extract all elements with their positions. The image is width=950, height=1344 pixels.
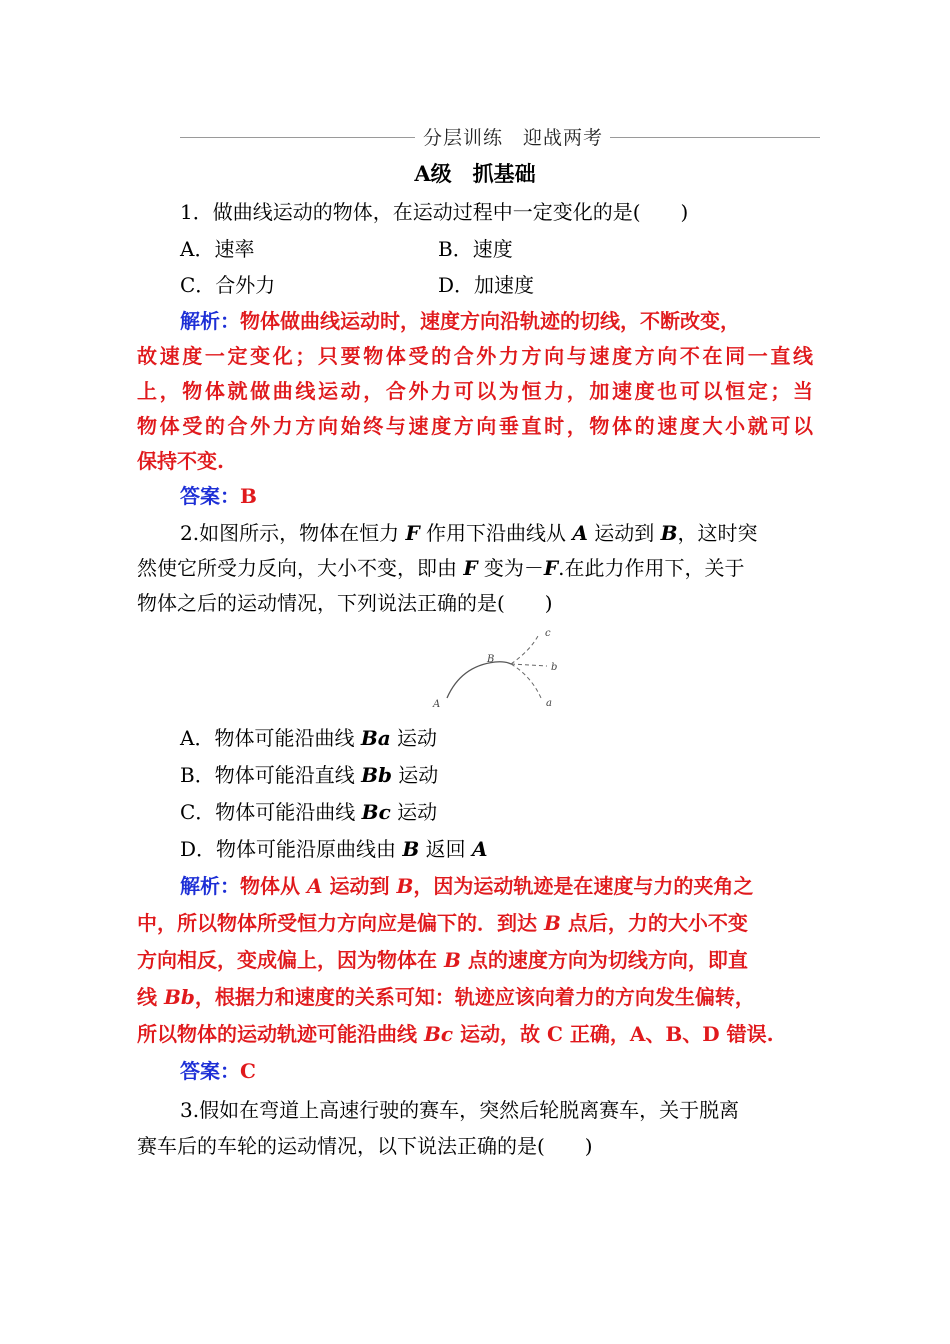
q1-analysis-line-1 — [180, 306, 740, 336]
figure-label-b: b — [551, 662, 558, 673]
option-text: 运动 — [391, 763, 439, 787]
q2-option-d — [180, 834, 488, 864]
q1-analysis-text-3: 上，物体就做曲线运动，合外力可以为恒力，加速度也可以恒定；当 — [137, 379, 813, 403]
analysis-text: 物体从 — [240, 874, 307, 898]
q2-analysis-line-2 — [137, 908, 748, 938]
header-rule-left — [180, 137, 415, 138]
q2-analysis-line-4 — [137, 982, 755, 1012]
analysis-var: Bc — [423, 1022, 454, 1046]
q2-option-a — [180, 723, 437, 753]
analysis-text: 线 — [137, 985, 164, 1009]
q1-analysis-text-4: 物体受的合外力方向始终与速度方向垂直时，物体的速度大小就可以 — [137, 414, 813, 438]
curve-ba — [511, 664, 541, 698]
q2-var-f: F — [463, 556, 478, 580]
section-title: 分层训练 迎战两考 — [422, 127, 603, 149]
section-header — [180, 124, 820, 152]
analysis-text: 中，所以物体所受恒力方向应是偏下的．到达 — [137, 911, 544, 935]
q1-analysis-label: 解析： — [180, 309, 240, 333]
option-var: B — [402, 837, 420, 861]
q1-answer-value: B — [240, 484, 257, 508]
option-var: Bc — [361, 800, 391, 824]
q2-trajectory-figure — [425, 622, 565, 714]
option-text: 运动 — [390, 726, 438, 750]
trajectory-curve-ab — [447, 662, 511, 698]
q2-analysis-line-1 — [180, 871, 753, 901]
option-var: A — [472, 837, 488, 861]
q2-analysis-line-5 — [137, 1019, 774, 1049]
q2-option-c — [180, 797, 437, 827]
q1-option-b: B．速度 — [438, 237, 513, 261]
q2-answer-label: 答案： — [180, 1059, 240, 1083]
analysis-text: 点后，力的大小不变 — [560, 911, 748, 935]
q1-option-c: C．合外力 — [180, 273, 276, 297]
analysis-text: 运动，故 C 正确，A、B、D 错误. — [453, 1022, 774, 1046]
q2-analysis-line-3 — [137, 945, 748, 975]
option-text: 运动 — [390, 800, 438, 824]
q1-analysis-text-5: 保持不变. — [137, 449, 224, 473]
option-text: B．物体可能沿直线 — [180, 763, 362, 787]
option-text: A．物体可能沿曲线 — [180, 726, 361, 750]
q2-stem-line-3: 物体之后的运动情况，下列说法正确的是( ) — [137, 591, 553, 615]
q1-answer-label: 答案： — [180, 484, 240, 508]
q3-stem-line-1: 3.假如在弯道上高速行驶的赛车，突然后轮脱离赛车，关于脱离 — [180, 1098, 740, 1122]
q2-var-f: F — [543, 556, 559, 580]
q1-analysis-text-1: 物体做曲线运动时，速度方向沿轨迹的切线，不断改变， — [240, 309, 740, 333]
q1-analysis-line-3 — [137, 376, 813, 406]
q1-analysis-line-5 — [137, 446, 224, 476]
option-text: D．物体可能沿原曲线由 — [180, 837, 403, 861]
curve-bc — [511, 634, 539, 664]
q1-stem: 1．做曲线运动的物体，在运动过程中一定变化的是( ) — [180, 200, 689, 224]
q2-stem-line-1 — [180, 518, 758, 548]
q1-analysis-text-2: 故速度一定变化；只要物体受的合外力方向与速度方向不在同一直线 — [137, 344, 813, 368]
figure-label-a-point: A — [433, 699, 441, 710]
q2-stem-line-2 — [137, 553, 744, 583]
q3-stem-line-2: 赛车后的车轮的运动情况，以下说法正确的是( ) — [137, 1134, 593, 1158]
option-text: C．物体可能沿曲线 — [180, 800, 362, 824]
q2-var-a: A — [572, 521, 588, 545]
q2-stem-text: 然使它所受力反向，大小不变，即由 — [137, 556, 464, 580]
analysis-var: B — [443, 948, 461, 972]
option-text: 返回 — [419, 837, 473, 861]
q2-var-b: B — [660, 521, 678, 545]
q2-stem-text: ，这时突 — [677, 521, 758, 545]
analysis-text: 方向相反，变成偏上，因为物体在 — [137, 948, 444, 972]
figure-label-a: a — [546, 698, 552, 709]
figure-label-c: c — [545, 628, 551, 639]
q2-stem-text: .在此力作用下，关于 — [558, 556, 745, 580]
q2-stem-text: 2.如图所示，物体在恒力 — [180, 521, 406, 545]
q2-answer-value: C — [240, 1059, 256, 1083]
q1-option-d: D．加速度 — [438, 273, 535, 297]
analysis-text: ，因为运动轨迹是在速度与力的夹角之 — [413, 874, 754, 898]
analysis-text: ，根据力和速度的关系可知：轨迹应该向着力的方向发生偏转， — [194, 985, 755, 1009]
analysis-text: 所以物体的运动轨迹可能沿曲线 — [137, 1022, 424, 1046]
analysis-var: Bb — [163, 985, 195, 1009]
option-var: Ba — [360, 726, 391, 750]
q1-analysis-line-4 — [137, 411, 813, 441]
q2-answer — [180, 1056, 256, 1086]
q1-analysis-line-2 — [137, 341, 813, 371]
header-rule-right — [610, 137, 820, 138]
q2-var-f: F — [405, 521, 420, 545]
analysis-var: B — [543, 911, 561, 935]
analysis-var: B — [396, 874, 414, 898]
line-bb — [511, 664, 547, 666]
q2-stem-text: 变为－ — [477, 556, 544, 580]
level-heading: A级 抓基础 — [414, 161, 536, 186]
analysis-text: 点的速度方向为切线方向，即直 — [460, 948, 748, 972]
q2-stem-text: 作用下沿曲线从 — [419, 521, 573, 545]
q2-stem-text: 运动到 — [587, 521, 661, 545]
option-var: Bb — [361, 763, 392, 787]
q2-option-b — [180, 760, 438, 790]
q2-analysis-label: 解析： — [180, 874, 240, 898]
figure-label-b-point: B — [487, 654, 495, 665]
q1-answer — [180, 481, 257, 511]
q1-option-a: A．速率 — [180, 237, 255, 261]
analysis-text: 运动到 — [322, 874, 397, 898]
analysis-var: A — [306, 874, 323, 898]
